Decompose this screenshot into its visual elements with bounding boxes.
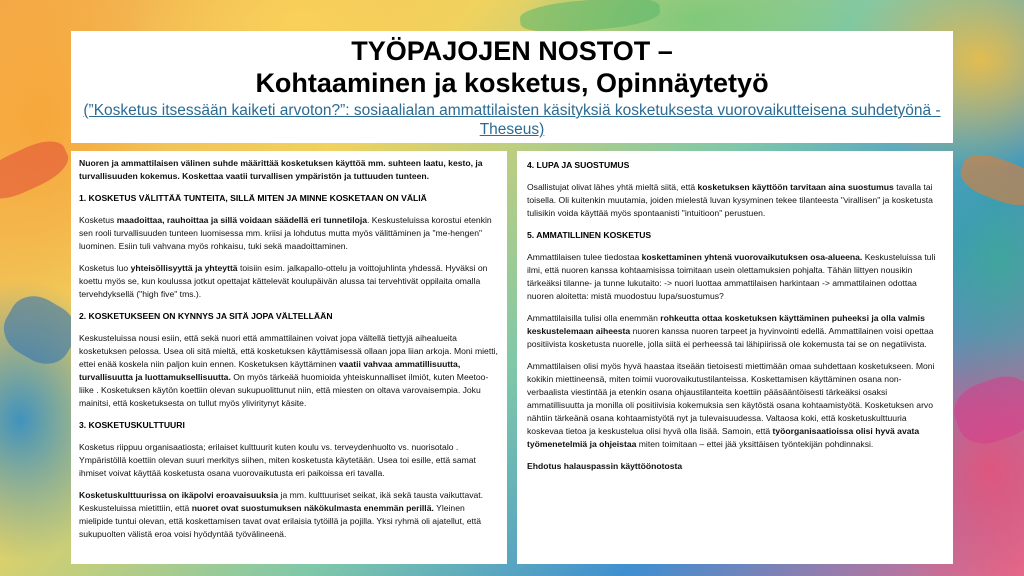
intro-paragraph: Nuoren ja ammattilaisen välinen suhde määrittää kosketuksen käyttöä mm. suhteen laatu, kesto, ja turvallisuuden kokemus. Koskettaa vaatii turvallisen ympäristön ja tuttuuden tunteen.	[79, 158, 483, 181]
section-5-paragraph-3: Ammattilaisen olisi myös hyvä haastaa itseään tietoisesti miettimään omaa suhdettaan kosketukseen. Moni kokikin miettineensä, miten toimii vuorovaikutustilanteissa. Koskettamisen käyttäminen osana non-verbaalista viestintää ja etenkin osana ohjaustilanteita koettiin pääsääntöisesti tärkeäksi osaksi ammatillisuutta ja monilla oli positiivisia kokemuksia sen käytöstä osana kohtaamistyötä. Kosketuksen arvo nähtiin tärkeänä osana kohtaamistyötä nyt ja tulevaisuudessa. Valtaosa koki, että kosketuskulttuuria koskevaa tietoa ja keskustelua olisi hyvä olla lisää. Samoin, että työorganisaatioissa olisi hyvä avata työmenetelmiä ja ohjeistaa miten toimitaan – ettei jää yksittäisen työntekijän pohdinnaksi.	[527, 361, 935, 449]
section-3-paragraph-1: Kosketus riippuu organisaatiosta; erilaiset kulttuurit kuten koulu vs. terveydenhuolto vs. nuorisotalo . Ympäristöllä koettiin olevan suuri merkitys siihen, miten kosketusta käytetään. Usea toi esille, että samat ihmiset voivat käyttää kosketusta osana vuorovaikutusta eri paikoissa eri tavalla.	[79, 442, 476, 478]
title-line-2: Kohtaaminen ja kosketus, Opinnäytetyö	[255, 68, 769, 98]
section-5-closing: Ehdotus halauspassin käyttöönotosta	[527, 461, 683, 471]
paint-streak	[947, 368, 1024, 452]
left-column	[71, 151, 507, 564]
section-3-paragraph-2: Kosketuskulttuurissa on ikäpolvi eroavaisuuksia ja mm. kulttuuriset seikat, ikä sekä tausta vaikuttavat. Keskusteluissa mietittiin, että nuoret ovat suostumuksen näkökulmasta enemmän perillä. Yleinen mielipide tuntui olevan, että koskettamisen tavat ovat erilaisia tytöillä ja pojilla. Yksi ryhmä oli ajatellut, että sukupuolten välistä eroa voisi hyödyntää työvälineenä.	[79, 490, 484, 539]
title-line-1: TYÖPAJOJEN NOSTOT –	[351, 36, 673, 66]
paint-streak	[956, 148, 1024, 213]
section-1-paragraph-2: Kosketus luo yhteisöllisyyttä ja yhteyttä toisiin esim. jalkapallo-ottelu ja voittojuhlinta yhdessä. Hyväksi on koettu myös se, kun koulussa jotkut opettajat kättelevät koulupäivän alussa tai tervehtivät oppilaita omalla tervehdyksellä ("high five" tms.).	[79, 263, 488, 299]
section-4-paragraph-1: Osallistujat olivat lähes yhtä mieltä siitä, että kosketuksen käyttöön tarvitaan aina suostumus tavalla tai toisella. Oli kuitenkin muutamia, joiden mielestä luvan kysyminen tekee tilanteesta "virallisen" ja kosketusta tulisikin voida käyttää myös spontaanisti "intuitioon" perustuen.	[527, 182, 933, 218]
right-column	[517, 151, 953, 564]
section-1-paragraph-1: Kosketus maadoittaa, rauhoittaa ja sillä voidaan säädellä eri tunnetiloja. Keskusteluissa korostui etenkin sen rooli turvallisuuden tunteen luomisessa mm. kriisi ja lohdutus mutta myös välittäminen ja "me-hengen" luominen. Esiin tuli vahvana myös rohkaisu, tuki sekä maadoittaminen.	[79, 215, 492, 251]
section-2-paragraph-1: Keskusteluissa nousi esiin, että sekä nuori että ammattilainen voivat jopa vältellä tiettyjä aihealueita kosketuksen pelossa. Usea oli sitä mieltä, että kosketuksen käyttämisessä ollaan jopa liian arkoja. Moni mietti, ettei enää koskela niin paljon kuin ennen. Kosketuksen käyttäminen vaatii vahvaa ammatillisuutta, turvallisuutta ja luottamuksellisuutta. On myös tärkeää huomioida yhteiskunnalliset ilmiöt, kuten Meetoo-liike . Kosketuksen käytön koettiin olevan sukupuolittunut niin, että miesten on oltava varovaisempia. Joku mainitsi, että kosketuksesta on tullut myös yliviritynyt käsite.	[79, 333, 498, 408]
section-4-heading: 4. LUPA JA SUOSTUMUS	[527, 160, 630, 170]
paint-streak	[0, 133, 74, 207]
section-5-paragraph-2: Ammattilaisilla tulisi olla enemmän rohkeutta ottaa kosketuksen käyttäminen puheeksi ja olla valmis keskustelemaan aiheesta nuoren kanssa nuoren tarpeet ja hyvinvointi edellä. Ammattilainen voisi opettaa positiivista kosketusta nuorelle, jolla siitä ei perheessä tai lähipiirissä ole kokemusta tai se on negatiivista.	[527, 313, 934, 349]
section-3-heading: 3. KOSKETUSKULTTUURI	[79, 420, 185, 430]
title-box	[71, 31, 953, 143]
section-2-heading: 2. KOSKETUKSEEN ON KYNNYS JA SITÄ JOPA VÄLTELLÄÄN	[79, 311, 333, 321]
section-1-heading: 1. KOSKETUS VÄLITTÄÄ TUNTEITA, SILLÄ MITEN JA MINNE KOSKETAAN ON VÄLIÄ	[79, 193, 427, 203]
section-5-heading: 5. AMMATILLINEN KOSKETUS	[527, 230, 652, 240]
section-5-paragraph-1: Ammattilaisen tulee tiedostaa koskettaminen yhtenä vuorovaikutuksen osa-alueena. Keskusteluissa tuli ilmi, että nuoren kanssa kohtaamisissa toimitaan usein olettamuksien pohjalta. Tähän liittyen nousikin tärkeäksi tilanne- ja tunne lukutaito: -> nuori luottaa ammattilaisen harkintaan -> ammattilainen odottaa nuoren aloitetta: mistä muodostuu lupa/suostumus?	[527, 252, 936, 301]
page-title	[71, 31, 953, 99]
thesis-link[interactable]: (”Kosketus itsessään kaiketi arvoton?”: sosiaalialan ammattilaisten käsityksiä kosketuksesta vuorovaikutteisena suhdetyönä - Theseus)	[83, 102, 941, 138]
